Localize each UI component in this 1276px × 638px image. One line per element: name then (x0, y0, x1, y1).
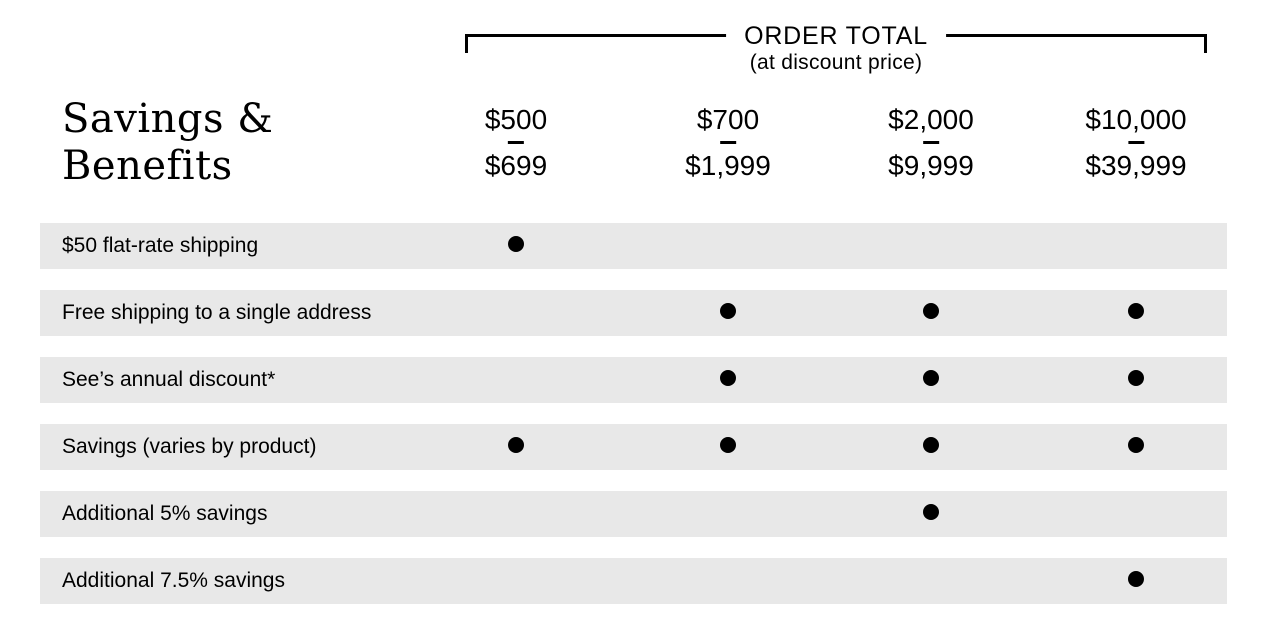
benefit-label: Free shipping to a single address (62, 301, 372, 324)
benefit-label: Savings (varies by product) (62, 435, 317, 458)
benefit-dot (1128, 571, 1144, 587)
tier-min: $500 (484, 104, 548, 135)
benefit-row (40, 357, 1227, 403)
order-total-title: ORDER TOTAL (744, 22, 928, 50)
benefit-dot (720, 370, 736, 386)
benefit-row (40, 491, 1227, 537)
benefit-dot (923, 303, 939, 319)
tier-range-3 (888, 105, 974, 181)
range-dash (720, 141, 736, 144)
tier-max: $1,999 (685, 150, 771, 181)
order-total-label (726, 23, 946, 75)
benefit-dot (720, 303, 736, 319)
range-dash (508, 141, 524, 144)
range-dash (1128, 141, 1144, 144)
benefit-label: See’s annual discount* (62, 368, 276, 391)
tier-min: $10,000 (1085, 104, 1187, 135)
benefit-dot (923, 437, 939, 453)
tier-max: $9,999 (888, 150, 974, 181)
section-title-line2: Benefits (62, 143, 233, 189)
benefit-dot (720, 437, 736, 453)
tier-range-4 (1085, 105, 1186, 181)
tier-max: $39,999 (1085, 150, 1187, 181)
section-title (62, 96, 273, 190)
range-dash (923, 141, 939, 144)
order-total-subtitle: (at discount price) (749, 51, 923, 74)
benefit-rows (40, 223, 1227, 625)
benefit-row (40, 424, 1227, 470)
tier-min: $700 (696, 104, 760, 135)
benefit-row (40, 558, 1227, 604)
tier-range-1 (485, 105, 547, 181)
order-total-bracket (465, 22, 1207, 74)
section-title-line1: Savings & (62, 96, 274, 142)
benefit-dot (923, 504, 939, 520)
benefit-dot (1128, 303, 1144, 319)
benefit-dot (923, 370, 939, 386)
tier-min: $2,000 (888, 104, 974, 135)
benefit-label: Additional 7.5% savings (62, 569, 285, 592)
benefit-dot (1128, 437, 1144, 453)
tier-max: $699 (484, 150, 548, 181)
benefit-row (40, 290, 1227, 336)
benefit-dot (508, 236, 524, 252)
benefit-label: Additional 5% savings (62, 502, 268, 525)
tier-range-2 (685, 105, 771, 181)
benefit-dot (1128, 370, 1144, 386)
benefit-row (40, 223, 1227, 269)
benefit-dot (508, 437, 524, 453)
benefit-label: $50 flat-rate shipping (62, 234, 259, 257)
